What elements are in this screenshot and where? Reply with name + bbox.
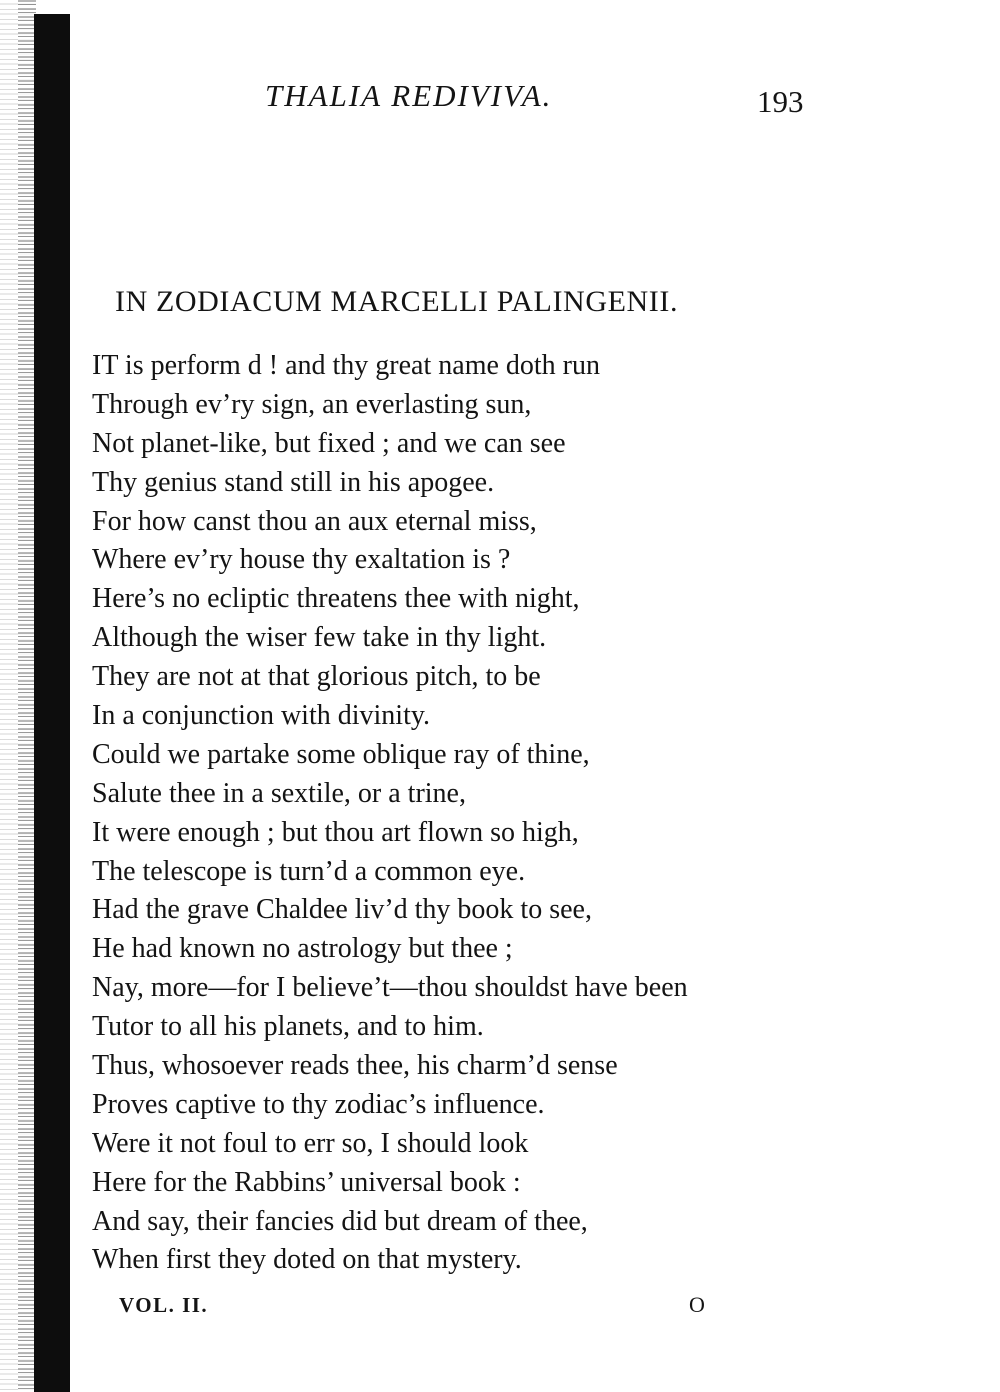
poem-line: It were enough ; but thou art flown so high, [92,816,579,848]
poem-line: IT is perform d ! and thy great name doth run [92,350,601,381]
poem-line: Not planet-like, but fixed ; and we can see [92,427,566,459]
poem-line: Could we partake some oblique ray of thine, [92,738,590,770]
poem-line: And say, their fancies did but dream of thee, [92,1205,588,1237]
poem-line: Although the wiser few take in thy light. [92,622,547,654]
poem-line: Where ev’ry house thy exaltation is ? [92,544,511,576]
poem-line: The telescope is turn’d a common eye. [92,855,526,887]
poem-line: Tutor to all his planets, and to him. [92,1011,484,1043]
poem-line: Thus, whosoever reads thee, his charm’d sense [92,1050,618,1082]
poem-line: He had known no astrology but thee ; [92,933,513,965]
poem-line: Here’s no ecliptic threatens thee with night, [92,583,580,615]
page-number: 193 [757,84,804,119]
running-title: THALIA REDIVIVA. [265,78,553,113]
poem-line: Salute thee in a sextile, or a trine, [92,777,466,809]
book-spine-shadow [34,14,70,1392]
book-binding-edge [0,0,70,1392]
poem-line: For how canst thou an aux eternal miss, [92,505,537,537]
poem-line: Through ev’ry sign, an everlasting sun, [92,388,532,420]
running-head [0,76,1000,126]
poem-line: Nay, more—for I believe’t—thou shouldst have been [92,972,688,1004]
poem-line: Thy genius stand still in his apogee. [92,466,495,498]
poem-line: Here for the Rabbins’ universal book : [92,1166,521,1198]
signature-mark: O [689,1292,705,1317]
poem-line: Had the grave Chaldee liv’d thy book to see, [92,894,592,926]
poem-line: They are not at that glorious pitch, to be [92,661,541,693]
poem-line: When first they doted on that mystery. [92,1244,522,1276]
page-footer [0,1290,1000,1324]
poem-body [92,347,688,1280]
poem-line: Proves captive to thy zodiac’s influence. [92,1088,545,1120]
poem-line: Were it not foul to err so, I should look [92,1127,529,1159]
volume-label: VOL. II. [119,1293,209,1317]
poem-line: In a conjunction with divinity. [92,700,431,732]
poem-title: IN ZODIACUM MARCELLI PALINGENII. [115,285,679,318]
